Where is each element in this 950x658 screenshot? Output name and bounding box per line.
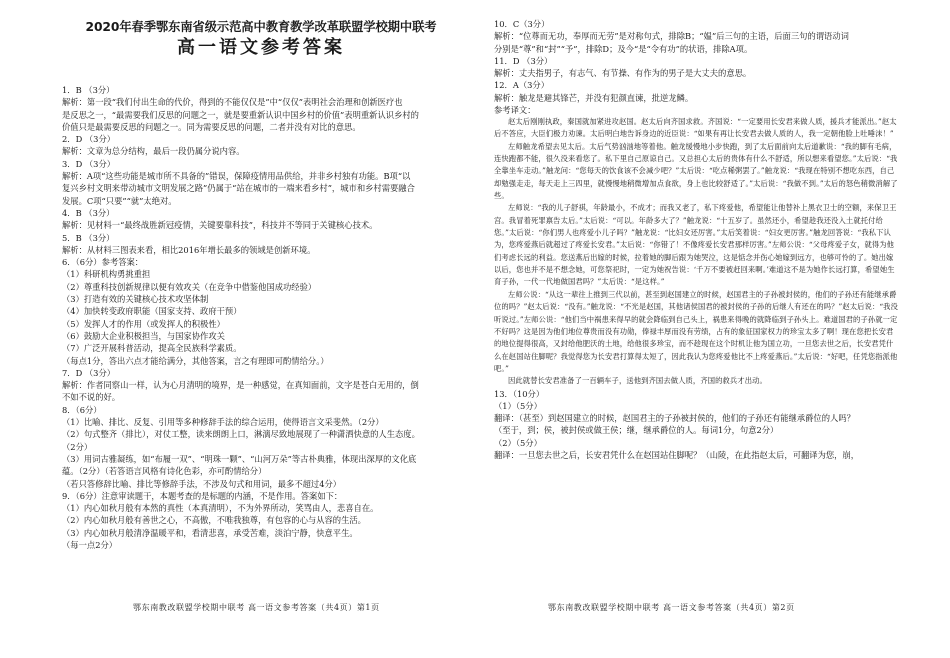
answer-line: （若只答修辞比喻、排比等修辞手法，不涉及句式和用词，最多不超过4分） — [62, 478, 342, 489]
answer-line: 3．D （3分） — [62, 158, 116, 169]
page-footer-2: 鄂东南教改联盟学校期中联考 高一语文参考答案（共4页）第2页 — [548, 603, 795, 612]
answer-line: 解析：丈夫指男子，有志气、有节操、有作为的男子是大丈夫的意思。 — [494, 68, 752, 78]
answer-line: （4）加快转变政府职能（国家支持、政府干预） — [62, 306, 242, 317]
answer-line: （1）（5分） — [494, 400, 542, 411]
exam-title: 2020年春季鄂东南省级示范高中教育教学改革联盟学校期中联考 — [85, 20, 437, 34]
answer-line: （1）科研机构勇挑重担 — [62, 269, 151, 280]
answer-line: 解析：从材料三图表来看，相比2016年增长最多的领域是创新环境。 — [62, 244, 316, 255]
answer-line: 11．D （3分） — [494, 55, 553, 66]
answer-line: 蕴。（2分）（若答语言风格有诗化色彩，亦可酌情给分） — [62, 466, 267, 477]
answer-line: 解析：第一段“我们付出生命的代价，得到的不能仅仅是”中“仅仅”表明社会治理和创新医疗也 — [62, 97, 403, 108]
answer-line: 10．C（3分） — [494, 19, 550, 29]
translation-paragraph: 赵太后刚刚执政，秦国就加紧进攻赵国。赵太后向齐国求救。齐国说：“一定要用长安君来做人质，援兵才能派出。”赵太后不答应，大臣们极力劝谏。太后明白地告诉身边的近臣说：“如果有再让长安君去做人质的人，我一定朝他脸上吐唾沫！” — [494, 117, 897, 139]
answer-line: 解析：文章为总分结构，最后一段仍属分说内容。 — [62, 146, 245, 157]
answer-line: （每一点2分） — [62, 539, 118, 550]
answer-line: 9．（6分）注意审读题干，本题考查的是标题的内涵，不是作用。答案如下： — [62, 490, 343, 501]
translation-section — [494, 116, 898, 388]
answer-line: 是反思之一，“最需要我们反思的问题之一，就是要重新认识中国乡村的价值”表明重新认识乡村的 — [62, 109, 419, 120]
translation-paragraph: 左师公说：“从这一辈往上推到三代以前，甚至到赵国建立的时候，赵国君主的子孙被封侯的，他们的子孙还有能继承爵位的吗？”赵太后说：“没有。”触龙说：“不光是赵国，其他诸侯国君的被封侯的子孙的后继人有还在的吗？”赵太后说：“我没听说过。”左师公说：“他们当中祸患来得早的就会降临到自己头上，祸患来得晚的就降临到子孙头上。难道国君的子孙就一定不好吗？这是因为他们地位尊贵而没有功勋，俸禄丰厚而没有劳绩，占有的象征国家权力的珍宝太多了啊！现在您把长安君的地位提得很高，又封给他肥沃的土地，给他很多珍宝，而不趁现在这个时机让他为国立功，一旦您去世之后，长安君凭什么在赵国站住脚呢？我觉得您为长安君打算得太短了，因此我认为您疼爱他比不上疼爱燕后。”太后说：“好吧，任凭您指派他吧。” — [494, 289, 898, 373]
answer-line: （3）内心如秋月般清净温暖平和，看清悲喜，承受苦难，淡泊宁静，快意平生。 — [62, 527, 358, 538]
answer-line: 价值只是最需要反思的问题之一。同为需要反思的问题，二者并没有对比的意思。 — [62, 121, 361, 132]
answer-line: 翻译：（甚至）到赵国建立的时候，赵国君主的子孙被封侯的，他们的子孙还有能继承爵位的人吗？ — [494, 413, 855, 424]
answer-line: 复兴乡村文明来带动城市文明发展之路”仍属于“站在城市的一端来看乡村”，城市和乡村需要融合 — [62, 183, 415, 194]
answer-line: 7．D （3分） — [62, 367, 116, 378]
answer-line: 分别是“尊”和“封”“予”，排除D；及今“是“令有功”的状语，排除A项。 — [494, 43, 753, 54]
answer-line: 解析：触龙是避其锋芒，并没有犯颜直谏，批逆龙鳞。 — [494, 92, 694, 103]
answer-line: （7）广泛开展科普活动，提高全民族科学素质。 — [62, 343, 242, 354]
answer-line: 不如不说的好。 — [62, 392, 121, 403]
answer-key-title: 高一语文参考答案 — [177, 37, 345, 58]
answer-line: 翻译：一旦您去世之后，长安君凭什么在赵国站住脚呢？（山陵，在此指赵太后，可翻译为您，崩， — [494, 449, 860, 460]
right-answers-top — [494, 18, 898, 116]
answer-line: （2分） — [62, 441, 93, 452]
answer-line: （至于，到；侯，被封侯或做王侯；继，继承爵位的人。每词1分，句意2分） — [494, 425, 779, 436]
answer-line: 8．（6分） — [62, 404, 102, 415]
left-column — [62, 84, 460, 551]
right-answers-bottom — [494, 388, 898, 462]
answer-line: 4．B （3分） — [62, 207, 115, 218]
answer-line: 5．B （3分） — [62, 232, 115, 243]
translation-paragraph: 左师说：“我的儿子舒祺，年龄最小，不成才；而我又老了，私下疼爱他，希望能让他替补上黑衣卫士的空额，来保卫王宫。我冒着死罪禀告太后。”太后说：“可以。年龄多大了？”触龙说：“十五岁了。虽然还小，希望趁我还没入土就托付给您。”太后说：“你们男人也疼爱小儿子吗？”触龙说：“比妇女还厉害。”太后笑着说：“妇女更厉害。”触龙回答说：“我私下认为，您疼爱燕后就超过了疼爱长安君。”太后说：“你错了！不像疼爱长安君那样厉害。”左师公说：“父母疼爱子女，就得为他们考虑长远的利益。您送燕后出嫁的时候，拉着她的脚后跟为她哭泣，这是惦念并伤心她嫁到远方，也够可怜的了。她出嫁以后，您也并不是不想念她，可您祭祀时，一定为她祝告说：‘千万不要被赶回来啊。’难道这不是为她作长远打算，希望她生育子孙，一代一代地做国君吗？”太后说：“是这样。” — [494, 203, 897, 287]
answer-line: 6．（6分）参考答案： — [62, 257, 144, 268]
page-footer-1: 鄂东南教改联盟学校期中联考 高一语文参考答案（共4页）第1页 — [133, 603, 380, 612]
answer-line: 参考译文： — [494, 104, 536, 115]
answer-line: （2）内心如秋月般有善世之心，不高傲，不唯我独尊，有包容的心与从容的生活。 — [62, 515, 366, 526]
answer-line: （3）打造有效的关键核心技术攻坚体制 — [62, 294, 209, 305]
answer-line: （5）发挥人才的作用（或发挥人的积极性） — [62, 318, 225, 329]
translation-paragraph: 因此就替长安君准备了一百辆车子，送他到齐国去做人质，齐国的救兵才出动。 — [508, 376, 767, 386]
answer-line: （6）鼓励大企业积极担当，与国家协作攻关 — [62, 330, 225, 341]
answer-line: （2）尊重科技创新规律以便有效攻关（在竞争中借鉴他国成功经验） — [62, 281, 317, 292]
answer-line: （2）（5分） — [494, 437, 542, 448]
answer-line: 解析：“位尊而无功，奉厚而无劳”是对称句式，排除B；“媪”后三句的主语，后面三句的谓语动词 — [494, 31, 849, 42]
answer-line: （每点1分，答出六点才能给满分，其他答案，言之有理即可酌情给分。） — [62, 355, 329, 366]
answer-line: 12．A（3分） — [494, 80, 550, 91]
answer-line: 解析：见材料一“最终战胜新冠疫情，关键要靠科技”，科技并不等同于关键核心技术。 — [62, 220, 378, 231]
answer-line: （3）用词古雅凝练，如“布履一双”、“明珠一颗”、“山河万朵”等古朴典雅，体现出深厚的文化底 — [62, 453, 417, 464]
answer-line: 解析：作者同察山一样，认为心月清明的境界，是一种感觉，在真知面前，文字是苍白无用的，倒 — [62, 380, 419, 391]
answer-line: 发展。C项“只要”“就”太绝对。 — [62, 195, 177, 206]
answer-line: （1）比喻、排比、反复、引用等多种修辞手法的综合运用，使得语言文采斐然。（2分） — [62, 417, 384, 428]
answer-line: （2）句式整齐（排比），对仗工整，读来朗朗上口，淋漓尽致地展现了一种潇洒快意的人生态度。 — [62, 429, 420, 440]
right-column — [494, 18, 898, 461]
answer-line: （1）内心如秋月般有本然的真性（本真清明），不为外界所动，笑骂由人，悲喜自在。 — [62, 503, 379, 514]
answer-line: 1．B （3分） — [62, 85, 115, 95]
answer-line: 解析：A项“这些功能是城市所不具备的”错误，保障疫情用品供给，并非乡村独有功能。B项“以 — [62, 171, 411, 182]
translation-paragraph: 左师触龙希望去见太后。太后气势汹汹地等着他。触龙缓慢地小步快跑，到了太后面前向太后道歉说：“我的脚有毛病，连快跑都不能，很久没来看您了。私下里自己原谅自己。又总担心太后的贵体有什么不舒适，所以想来看望您。”太后说：“我全靠坐车走动。”触龙问：“您每天的饮食该不会减少吧？”太后说：“吃点稀粥罢了。”触龙说：“我现在特别不想吃东西，自己却勉强走走，每天走上三四里，就慢慢地稍微增加点食欲，身上也比较舒适了。”太后说：“我做不到。”太后的怒色稍微消解了些。 — [494, 141, 898, 201]
answer-line: 13．（10分） — [494, 388, 545, 399]
answer-line: 2．D （3分） — [62, 134, 116, 145]
